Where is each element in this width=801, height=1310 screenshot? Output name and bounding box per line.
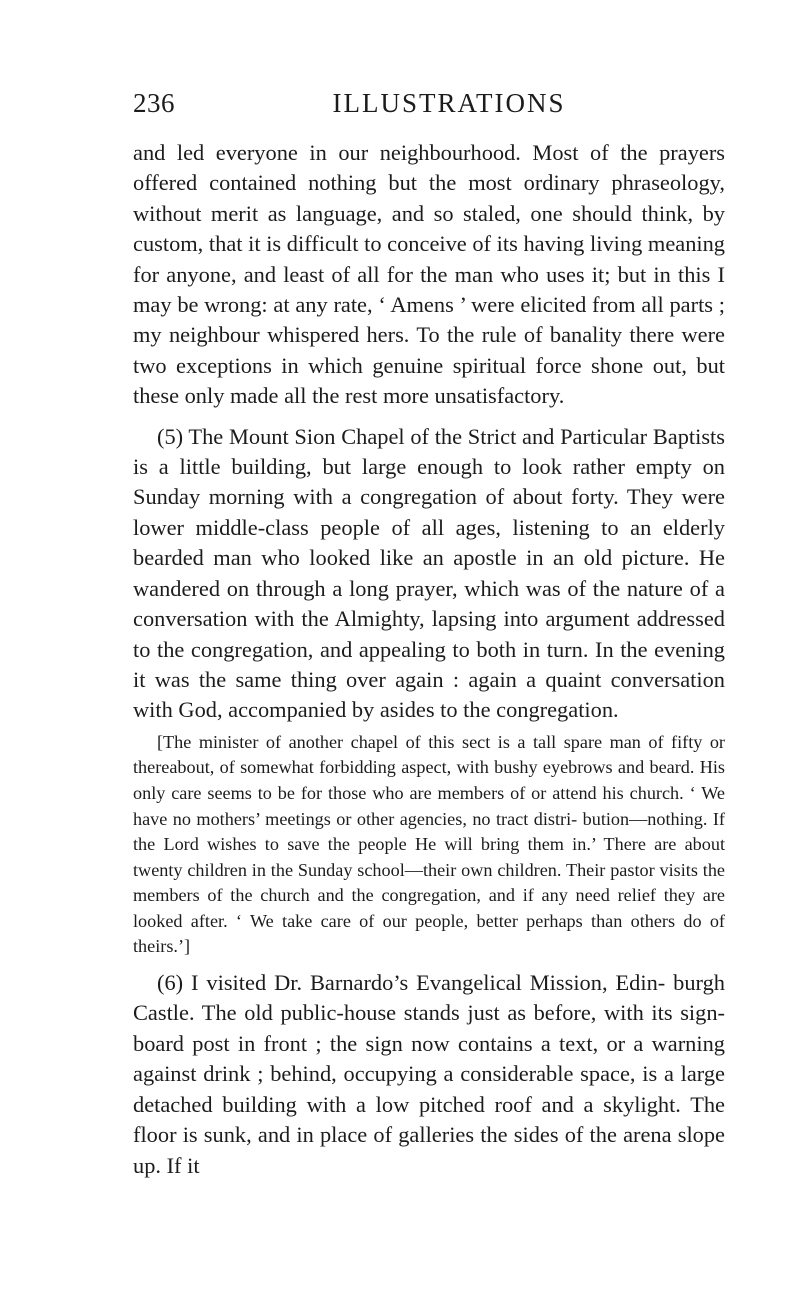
paragraph-barnardo-mission: (6) I visited Dr. Barnardo’s Evangelical Mission, Edin- burgh Castle. The old public-house stands just as before, with its sign-board post in front ; the sign now contains a text, or a warning against drink ; behind, occupying a considerable space, is a large detached building with a low pitched roof and a skylight. The floor is sunk, and in place of galleries the sides of the arena slope up. If it [133, 970, 725, 1178]
body-text [133, 138, 725, 1181]
running-title: ILLUSTRATIONS [332, 88, 566, 118]
paragraph-mount-sion-chapel: (5) The Mount Sion Chapel of the Strict and Particular Baptists is a little building, but large enough to look rather empty on Sunday morning with a congregation of about forty. They were lower middle-class people of all ages, listening to an elderly bearded man who looked like an apostle in an old picture. He wandered on through a long prayer, which was of the nature of a conversation with the Almighty, lapsing into argument addressed to the congregation, and appealing to both in turn. In the evening it was the same thing over again : again a quaint conversation with God, accompanied by asides to the congregation. [133, 423, 725, 723]
page-number: 236 [133, 88, 175, 118]
running-head [133, 88, 725, 128]
bracketed-note: [The minister of another chapel of this sect is a tall spare man of fifty or thereabout, of somewhat forbidding aspect, with bushy eyebrows and beard. His only care seems to be for those who are members of or attend his church. ‘ We have no mothers’ meetings or other agencies, no tract distri- bution—nothing. If the Lord wishes to save the people He will bring them in.’ There are about twenty children in the Sunday school—their own children. Their pastor visits the members of the church and the congregation, and if any need relief they are looked after. ‘ We take care of our people, better perhaps than others do of theirs.’] [133, 731, 725, 957]
paragraph-continuation: and led everyone in our neighbourhood. Most of the prayers offered contained nothing but the most ordinary phraseology, without merit as language, and so staled, one should think, by custom, that it is difficult to conceive of its having living meaning for anyone, and least of all for the man who uses it; but in this I may be wrong: at any rate, ‘ Amens ’ were elicited from all parts ; my neighbour whispered hers. To the rule of banality there were two exceptions in which genuine spiritual force shone out, but these only made all the rest more unsatisfactory. [133, 140, 725, 409]
